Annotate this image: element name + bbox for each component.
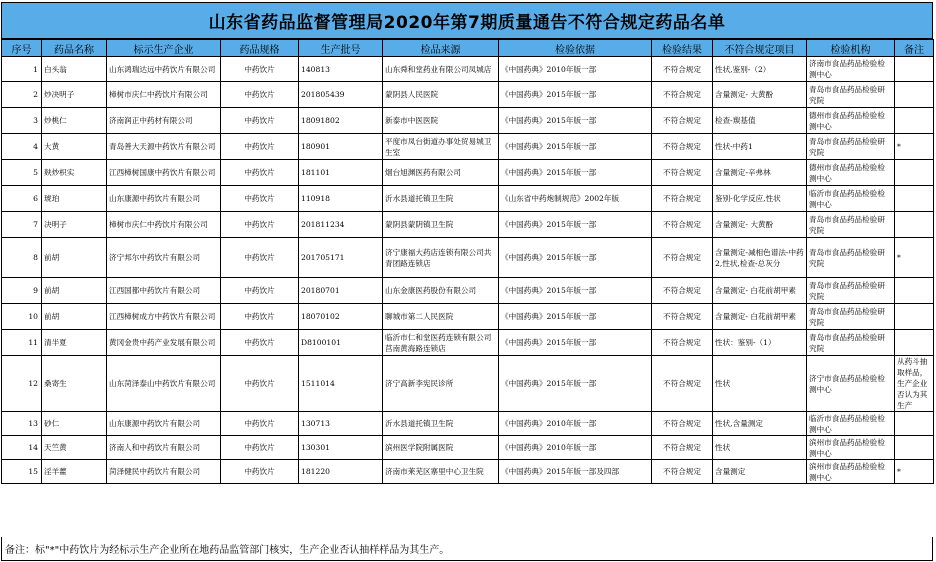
table-cell: 20180701 [299,278,383,304]
table-cell: 临沂市食品药品检验检测中心 [807,186,895,212]
table-row [2,108,934,134]
footnote: 备注：标"*"中药饮片为经标示生产企业所在地药品监管部门核实，生产企业否认抽样样品为其生产。 [1,537,933,561]
table-cell [895,412,934,436]
table-cell: 含量测定- 大黄酚 [713,212,807,238]
table-cell: 天竺黄 [42,436,107,460]
table-cell: 《中国药典》2015年版一部 [499,304,652,330]
table-cell: 桑寄生 [42,356,107,412]
table-cell: 中药饮片 [221,238,299,278]
table-cell: 中药饮片 [221,460,299,484]
table-cell: 《中国药典》2015年版一部 [499,278,652,304]
table-cell: 《中国药典》2015年版一部 [499,108,652,134]
table-cell: 性状,含量测定 [713,412,807,436]
table-cell: 《山东省中药炮制规范》2002年版 [499,186,652,212]
table-cell: 山东金康医药股份有限公司 [383,278,499,304]
table-cell: 含量测定-减相色谱法-中药2,性状,检查-总灰分 [713,238,807,278]
table-cell: 不符合规定 [652,57,713,82]
column-header: 备注 [895,40,934,57]
table-cell: 中药饮片 [221,436,299,460]
table-cell: 201705171 [299,238,383,278]
table-cell: 青岛善大天源中药饮片有限公司 [107,134,221,160]
table-cell [895,160,934,186]
table-cell [895,304,934,330]
table-cell: 新泰市中医医院 [383,108,499,134]
table-row [2,134,934,160]
table-row [2,460,934,484]
table-cell: 15 [2,460,42,484]
table-cell: 不符合规定 [652,186,713,212]
table-cell: 蒙阴县蒙阴镇卫生院 [383,212,499,238]
column-header: 药品规格 [221,40,299,57]
table-cell: 中药饮片 [221,212,299,238]
table-cell: 181101 [299,160,383,186]
table-cell: 从药斗抽取样品，生产企业否认为其生产 [895,356,934,412]
table-cell: 《中国药典》2015年版一部 [499,134,652,160]
table-cell: 13 [2,412,42,436]
table-cell: 不符合规定 [652,238,713,278]
table-cell: 中药饮片 [221,108,299,134]
table-cell: 济南人和中药饮片有限公司 [107,436,221,460]
table-cell: 烟台旭渊医药有限公司 [383,160,499,186]
table-cell: 性状 [713,356,807,412]
table-cell [895,212,934,238]
table-cell: 201805439 [299,82,383,108]
table-cell: 平度市凤台街道办事处贸易城卫生室 [383,134,499,160]
table-cell: 6 [2,186,42,212]
table-cell: 聊城市第二人民医院 [383,304,499,330]
table-cell: 不符合规定 [652,108,713,134]
table-cell: 山东鸿瑞达远中药饮片有限公司 [107,57,221,82]
table-cell: 含量测定- 白花前胡甲素 [713,304,807,330]
table-cell: * [895,460,934,484]
table-cell: 《中国药典》2015年版一部 [499,356,652,412]
table-cell: 山东康源中药饮片有限公司 [107,186,221,212]
table-row [2,330,934,356]
table-cell: 青岛市食品药品检验研究院 [807,304,895,330]
table-cell: 不符合规定 [652,330,713,356]
table-cell: 济南市食品药品检验检测中心 [807,57,895,82]
table-cell: 9 [2,278,42,304]
table-cell: 菏泽健民中药饮片有限公司 [107,460,221,484]
table-cell [895,57,934,82]
table-cell: 《中国药典》2015年版一部及四部 [499,460,652,484]
table-cell: 不符合规定 [652,82,713,108]
table-header-row [2,40,934,57]
table-row [2,186,934,212]
table-cell: 不符合规定 [652,412,713,436]
document-title: 山东省药品监督管理局2020年第7期质量通告不符合规定药品名单 [1,2,933,39]
column-header: 标示生产企业 [107,40,221,57]
table-cell: 蒙阴县人民医院 [383,82,499,108]
table-cell: 140813 [299,57,383,82]
table-body [2,57,934,484]
table-cell: 《中国药典》2010年版一部 [499,412,652,436]
table-cell [895,82,934,108]
table-cell: * [895,134,934,160]
table-cell: 18070102 [299,304,383,330]
table-cell: 济宁高新李宪民诊所 [383,356,499,412]
table-cell: 《中国药典》2010年版一部 [499,436,652,460]
table-cell [895,108,934,134]
table-cell: 江西国都中药饮片有限公司 [107,278,221,304]
table-cell: 11 [2,330,42,356]
table-cell: 10 [2,304,42,330]
table-cell: 中药饮片 [221,134,299,160]
table-cell: 《中国药典》2015年版一部 [499,238,652,278]
table-cell: 前胡 [42,278,107,304]
table-row [2,412,934,436]
column-header: 检验依据 [499,40,652,57]
table-cell: 含量测定- 白花前胡甲素 [713,278,807,304]
table-cell [895,330,934,356]
table-cell: 黄冈金贵中药产业发展有限公司 [107,330,221,356]
column-header: 检验机构 [807,40,895,57]
table-cell: 山东舜和堂药业有限公司凤城店 [383,57,499,82]
table-cell: 不符合规定 [652,160,713,186]
table-cell: 清半夏 [42,330,107,356]
table-cell: 德州市食品药品检验检测中心 [807,108,895,134]
table-cell: 炒桃仁 [42,108,107,134]
table-cell: 性状 [713,436,807,460]
table-row [2,436,934,460]
table-cell: 江西樟树成方中药饮片有限公司 [107,304,221,330]
table-cell: 3 [2,108,42,134]
table-cell: 中药饮片 [221,304,299,330]
table-cell: 樟树市庆仁中药饮片有限公司 [107,82,221,108]
table-row [2,82,934,108]
table-cell: 2 [2,82,42,108]
table-cell: 前胡 [42,304,107,330]
table-cell: 山东康源中药饮片有限公司 [107,412,221,436]
table-cell: 大黄 [42,134,107,160]
table-row [2,57,934,82]
table-row [2,238,934,278]
table-cell: 中药饮片 [221,356,299,412]
table-cell: 临沂市仁和堂医药连锁有限公司莒南黄海路连锁店 [383,330,499,356]
table-cell: 不符合规定 [652,304,713,330]
table-cell [895,186,934,212]
table-cell: 青岛市食品药品检验研究院 [807,278,895,304]
table-cell: 滨州市食品药品检验检测中心 [807,436,895,460]
table-cell: 中药饮片 [221,278,299,304]
table-cell: 8 [2,238,42,278]
table-cell: 青岛市食品药品检验研究院 [807,134,895,160]
table-cell: 含量测定- 大黄酚 [713,82,807,108]
table-cell: 4 [2,134,42,160]
table-cell: 临沂市食品药品检验检测中心 [807,412,895,436]
table-cell: 130301 [299,436,383,460]
table-cell: 青岛市食品药品检验研究院 [807,330,895,356]
table-cell: 110918 [299,186,383,212]
table-cell: 沂水县道托镇卫生院 [383,412,499,436]
table-cell: 不符合规定 [652,436,713,460]
drug-list-table [1,39,934,484]
table-cell: 青岛市食品药品检验研究院 [807,82,895,108]
table-cell [895,436,934,460]
table-row [2,304,934,330]
table-cell: * [895,238,934,278]
table-cell: 7 [2,212,42,238]
table-cell: 性状-中药1 [713,134,807,160]
column-header: 不符合规定项目 [713,40,807,57]
table-cell: 中药饮片 [221,160,299,186]
table-cell: 12 [2,356,42,412]
table-cell: 18091802 [299,108,383,134]
table-cell: 性状,鉴别-（2） [713,57,807,82]
table-cell: 济宁市食品药品检验检测中心 [807,356,895,412]
table-cell: 济宁邦尔中药饮片有限公司 [107,238,221,278]
table-row [2,160,934,186]
table-cell: 青岛市食品药品检验研究院 [807,212,895,238]
table-cell: 1 [2,57,42,82]
table-cell: 中药饮片 [221,186,299,212]
table-cell: 中药饮片 [221,330,299,356]
table-cell: 201811234 [299,212,383,238]
table-cell: 中药饮片 [221,57,299,82]
table-cell: 淫羊藿 [42,460,107,484]
table-cell: 滨州市食品药品检验检测中心 [807,460,895,484]
table-cell: 不符合规定 [652,278,713,304]
table-cell: 济宁康福大药店连锁有限公司共青团路连锁店 [383,238,499,278]
table-cell: 180901 [299,134,383,160]
table-cell: 樟树市庆仁中药饮片有限公司 [107,212,221,238]
column-header: 药品名称 [42,40,107,57]
table-cell: 含量测定 [713,460,807,484]
table-cell: D8100101 [299,330,383,356]
table-cell: 决明子 [42,212,107,238]
table-cell: 前胡 [42,238,107,278]
table-cell: 《中国药典》2015年版一部 [499,212,652,238]
table-cell: 麸炒枳实 [42,160,107,186]
table-cell: 中药饮片 [221,412,299,436]
table-cell: 《中国药典》2015年版一部 [499,160,652,186]
table-cell: 白头翁 [42,57,107,82]
table-cell: 江西樟树国康中药饮片有限公司 [107,160,221,186]
column-header: 生产批号 [299,40,383,57]
table-cell: 检查-羰基值 [713,108,807,134]
table-row [2,278,934,304]
table-cell: 砂仁 [42,412,107,436]
column-header: 序号 [2,40,42,57]
table-cell: 青岛市食品药品检验研究院 [807,238,895,278]
table-cell: 济南润正中药材有限公司 [107,108,221,134]
table-cell: 德州市食品药品检验检测中心 [807,160,895,186]
table-cell: 琥珀 [42,186,107,212]
table-cell: 《中国药典》2015年版一部 [499,330,652,356]
table-cell: 不符合规定 [652,212,713,238]
table-cell: 含量测定-辛弗林 [713,160,807,186]
table-cell: 滨州医学院附属医院 [383,436,499,460]
table-cell: 性状：鉴别-（1） [713,330,807,356]
table-cell: 炒决明子 [42,82,107,108]
table-cell: 不符合规定 [652,460,713,484]
table-cell [895,278,934,304]
table-row [2,356,934,412]
table-row [2,212,934,238]
table-cell: 14 [2,436,42,460]
table-cell: 《中国药典》2015年版一部 [499,82,652,108]
table-cell: 济南市莱芜区寨里中心卫生院 [383,460,499,484]
table-cell: 1511014 [299,356,383,412]
table-cell: 鉴别-化学反应,性状 [713,186,807,212]
table-cell: 不符合规定 [652,134,713,160]
table-cell: 山东菏泽泰山中药饮片有限公司 [107,356,221,412]
table-cell: 5 [2,160,42,186]
column-header: 检验结果 [652,40,713,57]
table-cell: 不符合规定 [652,356,713,412]
table-cell: 中药饮片 [221,82,299,108]
table-cell: 沂水县道托镇卫生院 [383,186,499,212]
table-cell: 130713 [299,412,383,436]
column-header: 检品来源 [383,40,499,57]
table-cell: 《中国药典》2010年版一部 [499,57,652,82]
table-cell: 181220 [299,460,383,484]
